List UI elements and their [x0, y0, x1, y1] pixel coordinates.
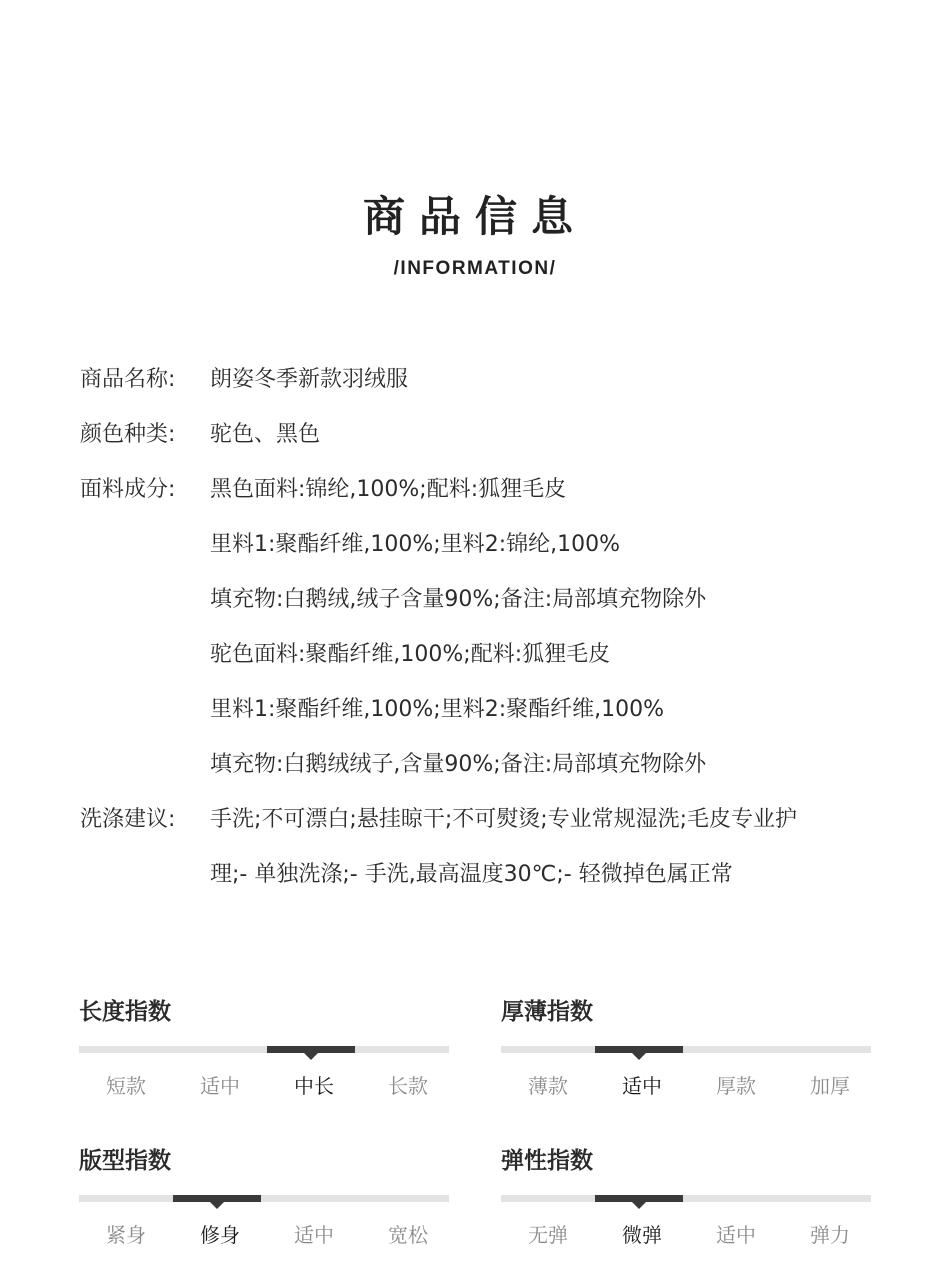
index-title: 弹性指数 — [501, 1148, 593, 1174]
fit-index — [79, 1146, 449, 1247]
info-value: 里料1:聚酯纤维,100%;里料2:聚酯纤维,100% — [210, 697, 665, 722]
index-option: 长款 — [388, 1074, 428, 1098]
index-option: 宽松 — [388, 1223, 428, 1247]
index-track — [79, 1046, 449, 1053]
index-track — [501, 1046, 871, 1053]
info-label: 商品名称: — [80, 367, 176, 392]
index-option: 微弹 — [622, 1223, 662, 1247]
index-marker — [173, 1195, 261, 1202]
index-option: 加厚 — [810, 1074, 850, 1098]
info-value: 填充物:白鹅绒绒子,含量90%;备注:局部填充物除外 — [210, 752, 707, 777]
index-option: 厚款 — [716, 1074, 756, 1098]
info-value: 手洗;不可漂白;悬挂晾干;不可熨烫;专业常规湿洗;毛皮专业护 — [210, 807, 798, 832]
index-option: 无弹 — [528, 1223, 568, 1247]
info-value: 里料1:聚酯纤维,100%;里料2:锦纶,100% — [210, 532, 621, 557]
index-option: 短款 — [106, 1074, 146, 1098]
info-label: 颜色种类: — [80, 422, 176, 447]
index-title: 厚薄指数 — [501, 999, 593, 1025]
index-option: 薄款 — [528, 1074, 568, 1098]
info-row-fabric — [80, 462, 880, 792]
length-index — [79, 997, 449, 1098]
index-marker — [595, 1046, 683, 1053]
info-value: 填充物:白鹅绒,绒子含量90%;备注:局部填充物除外 — [210, 587, 707, 612]
info-label: 面料成分: — [80, 477, 176, 502]
product-info — [80, 352, 880, 902]
info-value: 驼色、黑色 — [210, 422, 321, 447]
index-option: 修身 — [200, 1223, 240, 1247]
index-marker — [595, 1195, 683, 1202]
index-track — [79, 1195, 449, 1202]
index-option: 弹力 — [810, 1223, 850, 1247]
info-label: 洗涤建议: — [80, 807, 176, 832]
info-value: 理;- 单独洗涤;- 手洗,最高温度30℃;- 轻微掉色属正常 — [210, 862, 733, 887]
index-marker — [267, 1046, 355, 1053]
section-title: 商品信息 — [362, 192, 587, 241]
section-subtitle: /INFORMATION/ — [393, 258, 557, 279]
index-option: 适中 — [716, 1223, 756, 1247]
index-option: 紧身 — [106, 1223, 146, 1247]
info-value: 朗姿冬季新款羽绒服 — [210, 367, 409, 392]
index-option: 适中 — [200, 1074, 240, 1098]
index-track — [501, 1195, 871, 1202]
index-title: 长度指数 — [79, 999, 171, 1025]
thickness-index — [501, 997, 871, 1098]
index-option: 中长 — [294, 1074, 334, 1098]
info-value: 黑色面料:锦纶,100%;配料:狐狸毛皮 — [210, 477, 567, 502]
info-row-colors — [80, 407, 880, 462]
elasticity-index — [501, 1146, 871, 1247]
index-option: 适中 — [622, 1074, 662, 1098]
info-row-washing — [80, 792, 880, 902]
info-value: 驼色面料:聚酯纤维,100%;配料:狐狸毛皮 — [210, 642, 611, 667]
index-title: 版型指数 — [79, 1148, 171, 1174]
info-row-name — [80, 352, 880, 407]
index-option: 适中 — [294, 1223, 334, 1247]
